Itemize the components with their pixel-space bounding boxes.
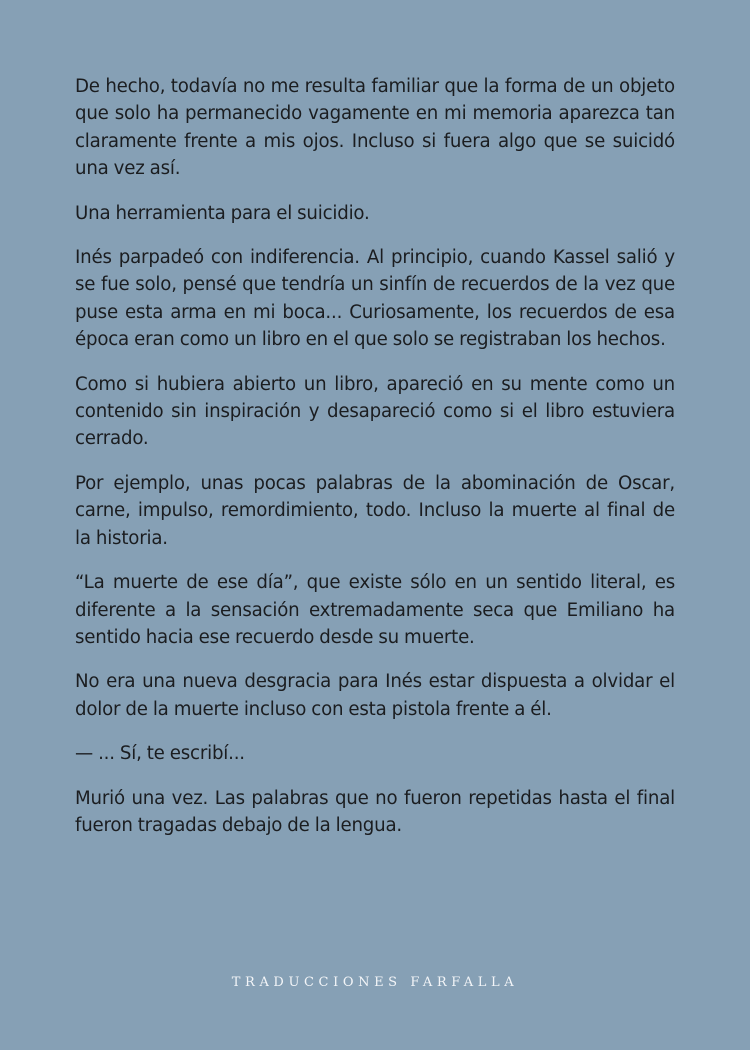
paragraph: Por ejemplo, unas pocas palabras de la abominación de Oscar, carne, impulso, remordimiento, todo. Incluso la muerte al final de la historia. [75, 472, 675, 549]
paragraph: Como si hubiera abierto un libro, apareció en su mente como un contenido sin inspiración y desapareció como si el libro estuviera cerrado. [75, 373, 675, 450]
paragraph: Murió una vez. Las palabras que no fueron repetidas hasta el final fueron tragadas debajo de la lengua. [75, 787, 675, 836]
dialogue-line: — ... Sí, te escribí... [75, 743, 245, 765]
page-body [75, 73, 675, 856]
paragraph: Una herramienta para el suicidio. [75, 202, 370, 224]
paragraph: Inés parpadeó con indiferencia. Al principio, cuando Kassel salió y se fue solo, pensé que tendría un sinfín de recuerdos de la vez que puse esta arma en mi boca... Curiosamente, los recuerdos de esa época eran como un libro en el que solo se registraban los hechos. [75, 247, 675, 351]
paragraph: De hecho, todavía no me resulta familiar que la forma de un objeto que solo ha permanecido vagamente en mi memoria aparezca tan claramente frente a mis ojos. Incluso si fuera algo que se suicidó una vez así. [75, 76, 675, 180]
footer-credit: TRADUCCIONES FARFALLA [231, 975, 519, 990]
paragraph: No era una nueva desgracia para Inés estar dispuesta a olvidar el dolor de la muerte incluso con esta pistola frente a él. [75, 671, 675, 720]
paragraph: “La muerte de ese día”, que existe sólo en un sentido literal, es diferente a la sensación extremadamente seca que Emiliano ha sentido hacia ese recuerdo desde su muerte. [75, 572, 675, 648]
